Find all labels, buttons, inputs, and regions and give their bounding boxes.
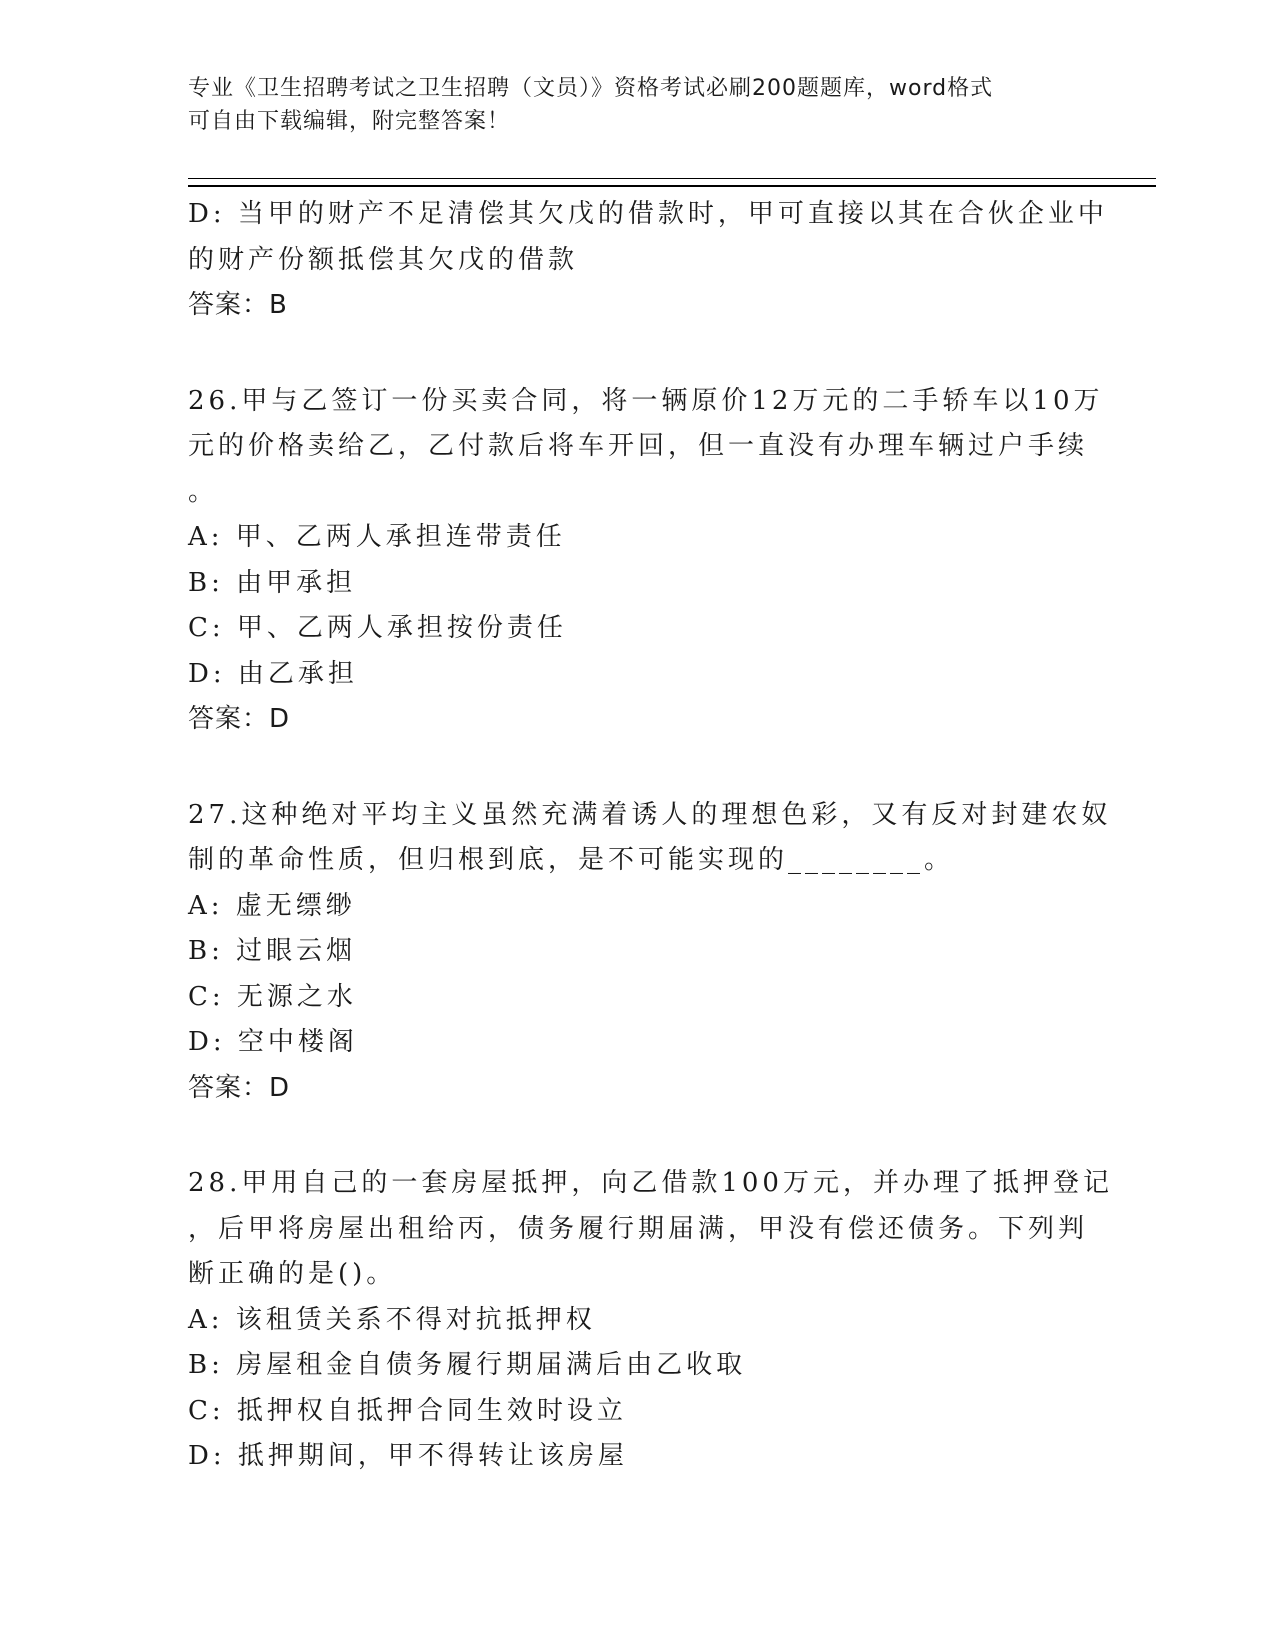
q28-stem-line-2: ，后甲将房屋出租给丙，债务履行期届满，甲没有偿还债务。下列判 bbox=[188, 1213, 1089, 1244]
q27-stem-line-2: 制的革命性质，但归根到底，是不可能实现的________。 bbox=[188, 845, 955, 875]
q26-stem-line-2: 元的价格卖给乙，乙付款后将车开回，但一直没有办理车辆过户手续 bbox=[188, 431, 1089, 461]
q26-stem-line-1: 26.甲与乙签订一份买卖合同，将一辆原价12万元的二手轿车以10万 bbox=[188, 385, 1104, 416]
q28-option-d: D: 抵押期间，甲不得转让该房屋 bbox=[188, 1441, 628, 1471]
page-header bbox=[188, 72, 1068, 138]
q28-stem-line-3: 断正确的是()。 bbox=[188, 1259, 397, 1289]
q28-option-a: A: 该租赁关系不得对抗抵押权 bbox=[188, 1304, 596, 1335]
q28-option-b: B: 房屋租金自债务履行期届满后由乙收取 bbox=[188, 1350, 747, 1380]
q27-option-b: B: 过眼云烟 bbox=[188, 936, 357, 966]
q26-option-d: D: 由乙承担 bbox=[188, 658, 358, 689]
question-26 bbox=[188, 379, 1104, 743]
q27-option-d: D: 空中楼阁 bbox=[188, 1027, 358, 1057]
question-28 bbox=[188, 1161, 1113, 1480]
q25-answer: 答案：B bbox=[188, 290, 288, 320]
q26-option-b: B: 由甲承担 bbox=[188, 567, 357, 598]
q27-answer: 答案：D bbox=[188, 1072, 291, 1103]
document-body bbox=[188, 192, 1113, 1480]
q25-option-d-line-1: D: 当甲的财产不足清偿其欠戊的借款时，甲可直接以其在合伙企业中 bbox=[188, 199, 1108, 229]
q27-option-c: C: 无源之水 bbox=[188, 981, 357, 1012]
q28-option-c: C: 抵押权自抵押合同生效时设立 bbox=[188, 1395, 627, 1426]
question-27 bbox=[188, 793, 1112, 1112]
spacer bbox=[188, 329, 1088, 379]
header-title-line-2: 可自由下载编辑，附完整答案！ bbox=[188, 109, 511, 134]
q26-answer: 答案：D bbox=[188, 704, 291, 734]
header-title-line-1: 专业《卫生招聘考试之卫生招聘（文员）》资格考试必刷200题题库，word格式 bbox=[188, 76, 994, 101]
q26-stem-line-3: 。 bbox=[188, 476, 219, 507]
header-divider bbox=[188, 178, 1156, 187]
q27-stem-line-1: 27.这种绝对平均主义虽然充满着诱人的理想色彩，又有反对封建农奴 bbox=[188, 799, 1112, 830]
q28-stem-line-1: 28.甲用自己的一套房屋抵押，向乙借款100万元，并办理了抵押登记 bbox=[188, 1168, 1113, 1198]
q25-option-d-line-2: 的财产份额抵偿其欠戊的借款 bbox=[188, 244, 579, 275]
spacer bbox=[188, 743, 1088, 793]
q26-option-a: A: 甲、乙两人承担连带责任 bbox=[188, 522, 566, 552]
q26-option-c: C: 甲、乙两人承担按份责任 bbox=[188, 613, 567, 643]
q27-option-a: A: 虚无缥缈 bbox=[188, 890, 356, 921]
question-25-tail bbox=[188, 192, 1108, 329]
spacer bbox=[188, 1111, 1088, 1161]
